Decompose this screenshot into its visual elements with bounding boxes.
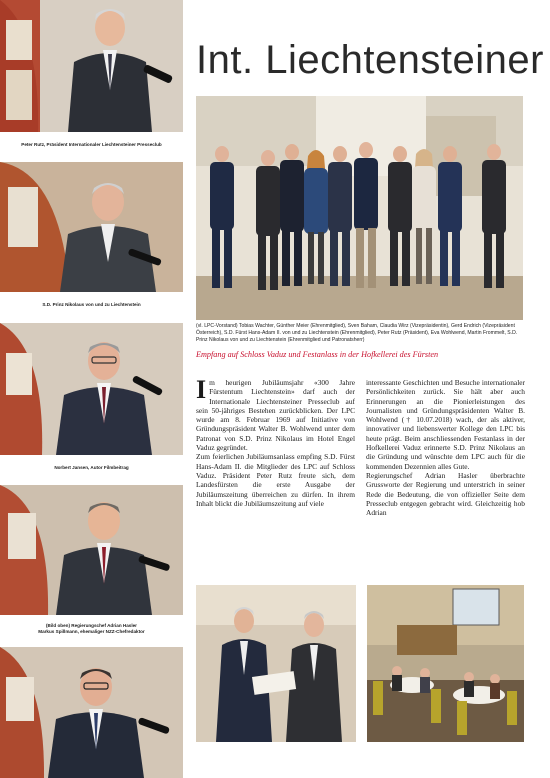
article-paragraph-1: m heurigen Jubiläumsjahr «300 Jahre Fürstentum Liechtenstein» darf auch der Internationale Liechtensteiner Presseclub auf sein 50-jähriges Bestehen zurückblicken. Der LPC wurde am 8. Februar 1969 auf Initiative von Gründungspräsident Walter B. Wohlwend unter dem Patronat von S.D. Prinz Nikolaus im Hotel Engel Vaduz gegründet. [196,378,355,453]
photo-speaker-5 [0,647,183,778]
article-paragraph-3: interessante Geschichten und Besuche internationaler Persönlichkeiten zurück. Sie hält aber auch Erinnerungen an die Pionierleistungen des Journalisten und Gründungspräsidenten Walter B. Wohlwend († 10.07.2018) wach, der als aktiver, innovativer und liebenswerter Kollege den LPC bis heute prägt. Beim anschliessenden Festanlass in der Hofkellerei Vaduz erinnerte S.D. Prinz Nikolaus an die Gründung und wünschte dem LPC auch für die kommenden Dezennien alles Gute. [366,378,525,471]
photo-hofkellerei [367,585,524,742]
caption-line: Peter Rutz, Präsident Internationaler Liechtensteiner Presseclub [21,142,162,147]
photo-speaker-3 [0,323,183,455]
group-photo-caption: (vl. LPC-Vorstand) Tobias Wachter, Günther Meier (Ehrenmitglied), Sven Baham, Claudia Wirz (Vizepräsidentin), Gerd Endrich (Vizepräsident Österreich), S.D. Fürst Hans-Adam II. von und zu Liechtenstein (Ehrenmitglied), Peter Rutz (Präsident), Eva Wohlwend, Martin Frommelt, S.D. Prinz Nikolaus von und zu Liechtenstein (Ehrenmitglied und Patronatsherr) [196,323,518,343]
caption-photo-4 [0,623,183,635]
page-title: Int. Liechtensteiner [196,38,544,82]
caption-photo-3 [0,465,183,471]
photo-speaker-1 [0,0,183,132]
article-paragraph-4: Regierungschef Adrian Hasler überbrachte Grussworte der Regierung und unterstrich in seiner Rede die Bedeutung, die von offizieller Seite dem Presseclub entgegen gebracht wird. Gleichzeitig hob Adrian [366,470,525,518]
article-paragraph-2: Zum feierlichen Jubiläumsanlass empfing S.D. Fürst Hans-Adam II. die Mitglieder des LPC auf Schloss Vaduz. Präsident Peter Rutz freute sich, dem Landesfürsten die erste Ausgabe der Jubiläumszeitung überreichen zu dürfen. In ihrem Inhalt blickt die Jubiläumszeitung auf viele [196,452,355,508]
article-subheading: Empfang auf Schloss Vaduz und Festanlass in der Hofkellerei des Fürsten [196,350,439,359]
caption-line: Markus Spillmann, ehemaliger NZZ-Chefredaktor [38,629,145,635]
article-column-1 [196,375,355,508]
article-column-2 [366,378,525,517]
photo-handover [196,585,356,742]
photo-speaker-4 [0,485,183,615]
dropcap: I [196,375,207,404]
caption-line: (Bild oben) Regierungschef Adrian Hasler [46,623,137,628]
caption-line: Norbert Jansen, Autor Filmbeitrag [54,465,129,470]
photo-speaker-2 [0,162,183,292]
group-photo [196,96,523,320]
caption-photo-1 [0,142,183,148]
caption-photo-2 [0,302,183,308]
caption-line: S.D. Prinz Nikolaus von und zu Liechtenstein [42,302,141,307]
